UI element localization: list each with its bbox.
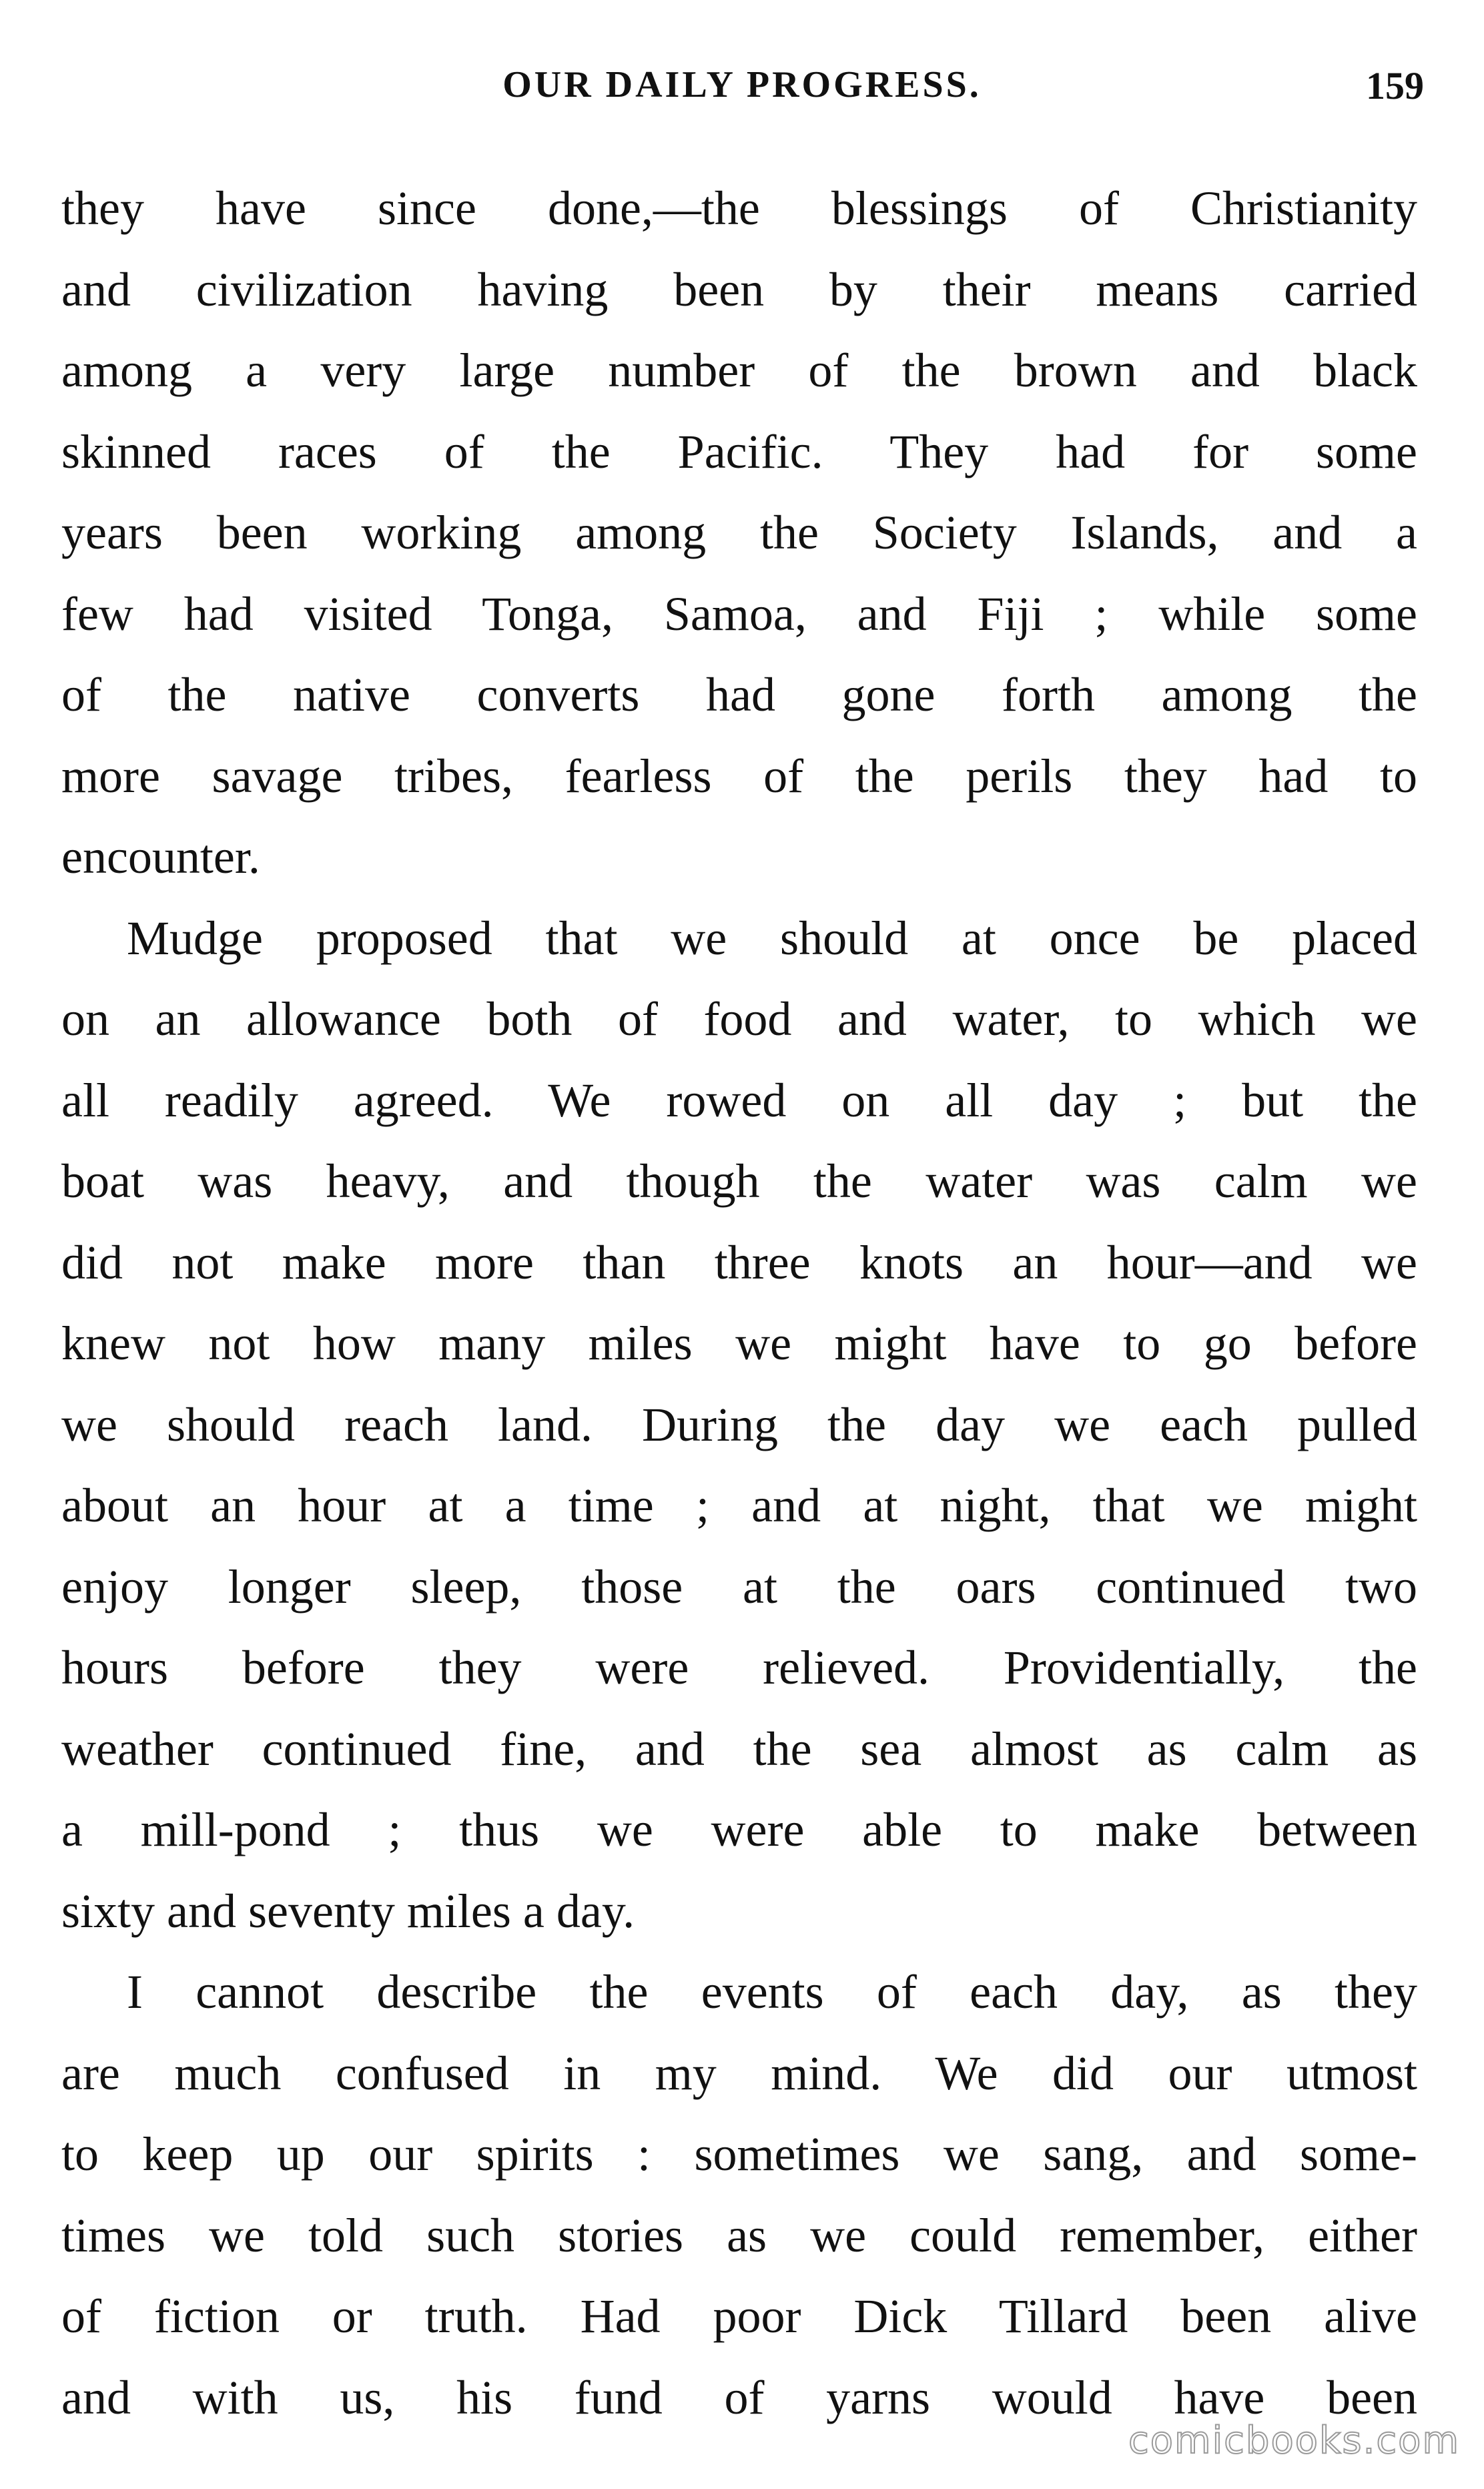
text-line: and with us, his fund of yarns would have been bbox=[61, 2370, 1417, 2424]
text-line: times we told such stories as we could remember, either bbox=[61, 2208, 1417, 2262]
text-line: boat was heavy, and though the water was calm we bbox=[61, 1154, 1417, 1208]
text-line: few had visited Tonga, Samoa, and Fiji ; while some bbox=[61, 587, 1417, 641]
text-line: more savage tribes, fearless of the perils they had to bbox=[61, 749, 1417, 803]
text-line: they have since done,—the blessings of Christianity bbox=[61, 182, 1417, 235]
text-line: did not make more than three knots an hour—and we bbox=[61, 1235, 1417, 1289]
text-line: of the native converts had gone forth among the bbox=[61, 668, 1417, 721]
text-line: Mudge proposed that we should at once be placed bbox=[127, 911, 1417, 965]
text-line: among a very large number of the brown and black bbox=[61, 344, 1417, 397]
running-title: OUR DAILY PROGRESS. bbox=[502, 64, 982, 105]
text-line: on an allowance both of food and water, to which we bbox=[61, 992, 1417, 1046]
watermark: comicbooks.com bbox=[1128, 2419, 1460, 2462]
text-line: encounter. bbox=[61, 830, 260, 883]
text-line: and civilization having been by their means carried bbox=[61, 262, 1417, 316]
text-line: enjoy longer sleep, those at the oars continued two bbox=[61, 1559, 1417, 1614]
text-line: a mill-pond ; thus we were able to make between bbox=[61, 1803, 1417, 1856]
text-line: all readily agreed. We rowed on all day ; but the bbox=[61, 1073, 1417, 1127]
text-line: to keep up our spirits : sometimes we sang, and some- bbox=[61, 2127, 1417, 2181]
text-line: are much confused in my mind. We did our utmost bbox=[61, 2046, 1417, 2100]
page-number: 159 bbox=[1366, 64, 1424, 107]
text-line: of fiction or truth. Had poor Dick Tillard been alive bbox=[61, 2289, 1417, 2343]
text-line: we should reach land. During the day we each pulled bbox=[61, 1397, 1417, 1451]
text-line: weather continued fine, and the sea almost as calm as bbox=[61, 1722, 1417, 1776]
text-line: skinned races of the Pacific. They had for some bbox=[61, 424, 1417, 478]
body-text bbox=[61, 168, 1417, 2438]
text-line: years been working among the Society Islands, and a bbox=[61, 506, 1417, 559]
text-line: sixty and seventy miles a day. bbox=[61, 1884, 635, 1938]
text-line: hours before they were relieved. Providentially, the bbox=[61, 1641, 1417, 1694]
text-line: knew not how many miles we might have to go before bbox=[61, 1317, 1417, 1370]
text-line: I cannot describe the events of each day, as they bbox=[127, 1965, 1417, 2019]
text-line: about an hour at a time ; and at night, that we might bbox=[61, 1479, 1417, 1532]
running-head bbox=[0, 63, 1484, 117]
